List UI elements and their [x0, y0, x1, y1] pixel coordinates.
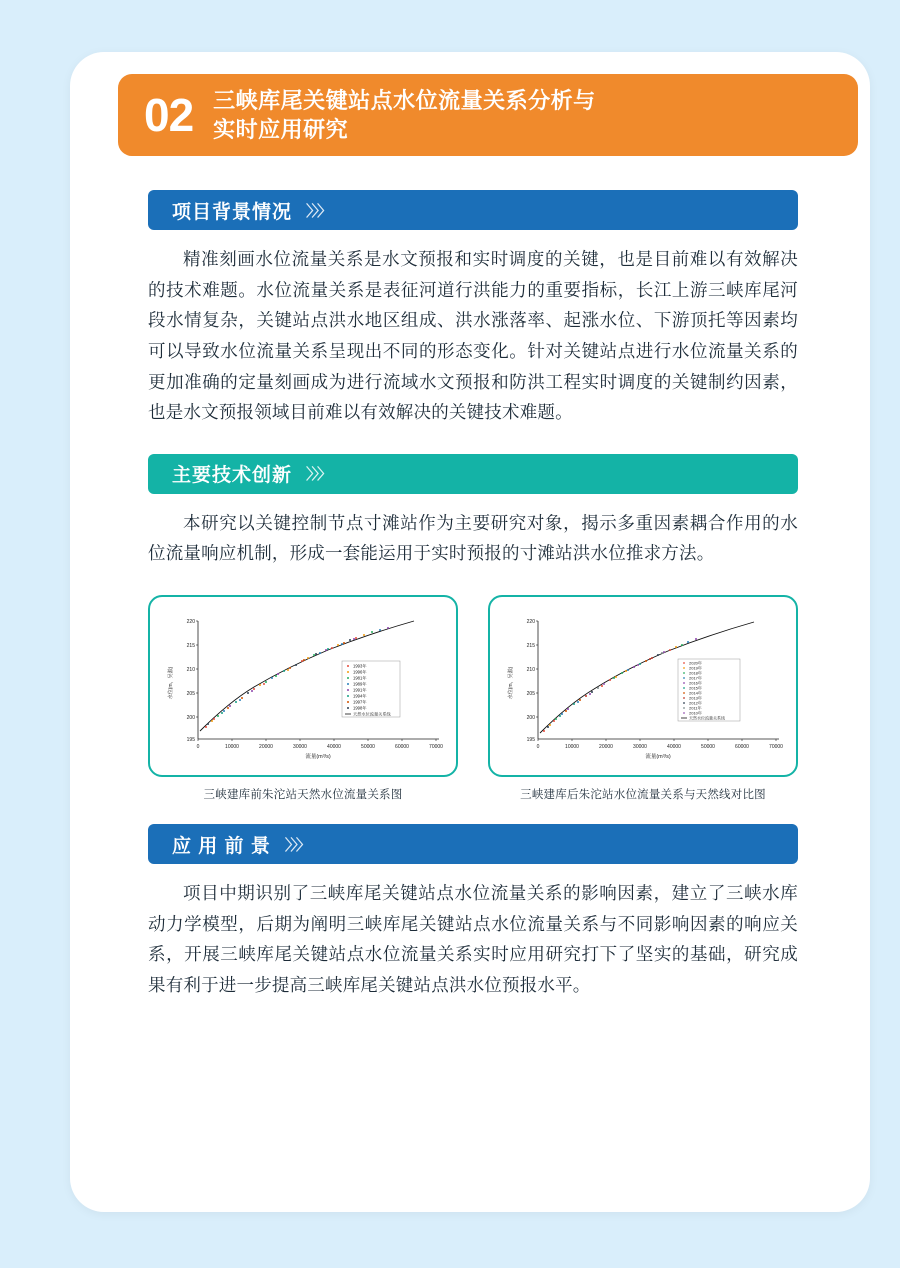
svg-text:2016年: 2016年 [689, 680, 702, 686]
svg-text:0: 0 [196, 744, 200, 750]
section-header-label: 应 用 前 景 [172, 835, 271, 857]
svg-text:1989年: 1989年 [353, 681, 367, 687]
svg-text:2020年: 2020年 [689, 660, 702, 666]
svg-text:天然水位流量关系线: 天然水位流量关系线 [689, 715, 725, 721]
svg-text:水位(m，吴淞): 水位(m，吴淞) [168, 666, 174, 700]
svg-text:2019年: 2019年 [689, 665, 702, 671]
svg-text:1998年: 1998年 [353, 705, 367, 711]
chevron-right-icon: 〉〉〉 [306, 466, 331, 484]
svg-text:60000: 60000 [735, 744, 749, 750]
svg-text:70000: 70000 [429, 744, 443, 750]
figure-right [488, 595, 798, 802]
section-header-label: 主要技术创新 [172, 465, 293, 487]
chevron-right-icon: 〉〉〉 [306, 202, 331, 220]
section-header-label: 项目背景情况 [172, 201, 293, 223]
svg-text:流量(m³/s): 流量(m³/s) [645, 754, 671, 760]
chart-right [496, 603, 792, 771]
svg-text:2018年: 2018年 [689, 670, 702, 676]
svg-text:30000: 30000 [633, 744, 647, 750]
svg-text:流量(m³/s): 流量(m³/s) [305, 754, 331, 760]
svg-text:0: 0 [536, 744, 540, 750]
svg-text:2010年: 2010年 [689, 710, 702, 716]
figure-left [148, 595, 458, 802]
content-area [148, 190, 798, 1027]
svg-text:10000: 10000 [565, 744, 579, 750]
svg-text:1991年: 1991年 [353, 687, 367, 693]
svg-text:195: 195 [526, 737, 535, 743]
svg-text:210: 210 [186, 667, 195, 673]
figure-left-caption: 三峡建库前朱沱站天然水位流量关系图 [203, 789, 403, 801]
svg-text:220: 220 [186, 619, 195, 625]
svg-text:10000: 10000 [225, 744, 239, 750]
page-title-line2: 实时应用研究 [213, 117, 349, 142]
svg-text:20000: 20000 [599, 744, 613, 750]
svg-text:210: 210 [526, 667, 535, 673]
svg-text:50000: 50000 [361, 744, 375, 750]
figure-right-frame [488, 595, 798, 777]
section-header-background [148, 190, 798, 230]
svg-text:20000: 20000 [259, 744, 273, 750]
svg-text:2017年: 2017年 [689, 675, 702, 681]
svg-text:215: 215 [186, 643, 195, 649]
svg-text:200: 200 [526, 715, 535, 721]
page-card [70, 52, 870, 1212]
section-number: 02 [144, 89, 194, 141]
chart-left [156, 603, 452, 771]
page-title [213, 86, 596, 144]
svg-text:2014年: 2014年 [689, 690, 702, 696]
svg-text:200: 200 [186, 715, 195, 721]
svg-text:2011年: 2011年 [689, 705, 702, 711]
svg-text:40000: 40000 [327, 744, 341, 750]
svg-text:2015年: 2015年 [689, 685, 702, 691]
section-banner [118, 74, 858, 156]
svg-text:2013年: 2013年 [689, 695, 702, 701]
svg-text:30000: 30000 [293, 744, 307, 750]
svg-text:195: 195 [186, 737, 195, 743]
svg-text:1994年: 1994年 [353, 693, 367, 699]
section-header-application [148, 824, 798, 864]
paragraph-background: 精准刻画水位流量关系是水文预报和实时调度的关键，也是目前难以有效解决的技术难题。水位流量关系是表征河道行洪能力的重要指标，长江上游三峡库尾河段水情复杂，关键站点洪水地区组成、洪水涨落率、起涨水位、下游顶托等因素均可以导致水位流量关系呈现出不同的形态变化。针对关键站点进行水位流量关系的更加准确的定量刻画成为进行流域水文预报和防洪工程实时调度的关键制约因素，也是水文预报领域目前难以有效解决的关键技术难题。 [148, 249, 798, 423]
svg-text:1981年: 1981年 [353, 675, 367, 681]
figure-left-frame [148, 595, 458, 777]
svg-text:1997年: 1997年 [353, 699, 367, 705]
svg-text:2012年: 2012年 [689, 700, 702, 706]
svg-text:40000: 40000 [667, 744, 681, 750]
svg-text:205: 205 [526, 691, 535, 697]
figure-row [148, 595, 798, 802]
paragraph-innovation: 本研究以关键控制节点寸滩站作为主要研究对象，揭示多重因素耦合作用的水位流量响应机制，形成一套能运用于实时预报的寸滩站洪水位推求方法。 [148, 512, 798, 564]
section-header-innovation [148, 454, 798, 494]
svg-text:水位(m，吴淞): 水位(m，吴淞) [508, 666, 514, 700]
svg-text:70000: 70000 [769, 744, 783, 750]
svg-text:60000: 60000 [395, 744, 409, 750]
svg-text:1996年: 1996年 [353, 669, 367, 675]
svg-text:220: 220 [526, 619, 535, 625]
svg-text:1993年: 1993年 [353, 663, 367, 669]
paragraph-application: 项目中期识别了三峡库尾关键站点水位流量关系的影响因素，建立了三峡水库动力学模型，后期为阐明三峡库尾关键站点水位流量关系与不同影响因素的响应关系，开展三峡库尾关键站点水位流量关系实时应用研究打下了坚实的基础，研究成果有利于进一步提高三峡库尾关键站点洪水位预报水平。 [148, 883, 798, 995]
chevron-right-icon: 〉〉〉 [284, 836, 309, 854]
figure-right-caption: 三峡建库后朱沱站水位流量关系与天然线对比图 [520, 789, 766, 801]
page-title-line1: 三峡库尾关键站点水位流量关系分析与 [213, 87, 596, 113]
svg-text:天然水位流量关系线: 天然水位流量关系线 [353, 711, 391, 717]
svg-text:205: 205 [186, 691, 195, 697]
svg-text:50000: 50000 [701, 744, 715, 750]
svg-text:215: 215 [526, 643, 535, 649]
